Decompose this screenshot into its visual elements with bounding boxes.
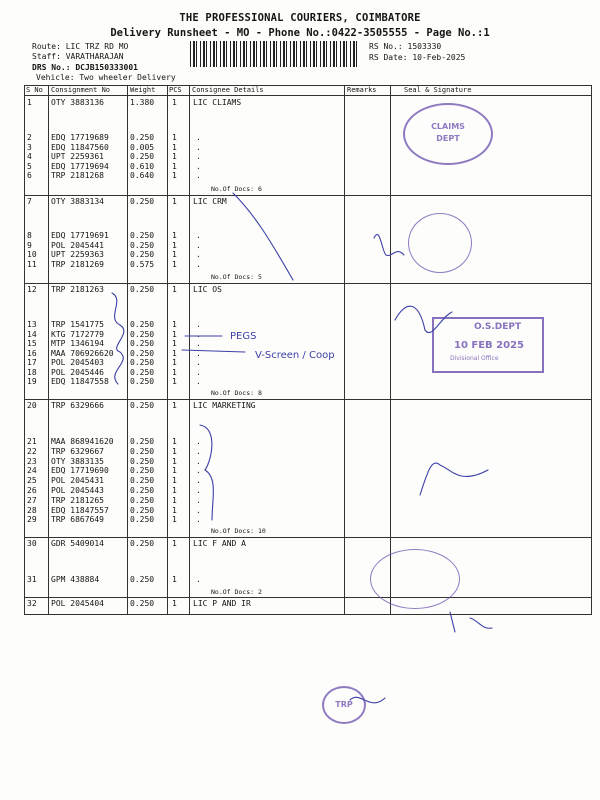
fa-dept-stamp [370,549,460,609]
docs-count: No.Of Docs: 10 [211,527,266,535]
item-consignee-dot: . [196,348,201,358]
item-sno: 10 [27,250,37,259]
item-weight: 0.250 [130,320,155,329]
item-pcs: 1 [172,250,177,259]
row-consignment-no: TRP 6329666 [51,401,104,410]
row-pcs: 1 [172,539,177,548]
item-consignment-no: TRP 2181268 [51,171,104,180]
item-sno: 13 [27,320,37,329]
item-sno: 14 [27,329,37,339]
group-divider [24,597,592,598]
item-consignment-no: POL 2045403 [51,358,104,367]
item-consignee-dot: . [196,329,201,339]
item-sno: 21 [27,437,37,446]
row-consignment-no: POL 2045404 [51,599,104,608]
item-consignee-dot: . [196,377,201,386]
item-weight: 0.250 [130,339,155,348]
item-pcs: 1 [172,437,177,446]
item-consignment-no: TRP 2181269 [51,259,104,269]
item-consignee-dot: . [196,161,201,171]
item-consignee-dot: . [196,476,201,486]
row-weight: 0.250 [130,599,155,608]
item-consignee-dot: . [196,358,201,367]
item-consignee-dot: . [196,250,201,259]
item-consignee-dot: . [196,367,201,377]
row-consignee: LIC OS [193,285,222,294]
item-consignee-dot: . [196,456,201,466]
item-consignment-no: GPM 438884 [51,575,100,584]
row-pcs: 1 [172,98,177,107]
item-consignment-no: TRP 1541775 [51,320,104,329]
os-dept-date: 10 FEB 2025 [454,340,524,351]
item-sno: 24 [27,466,37,476]
row-weight: 0.250 [130,197,155,206]
item-consignment-no: EDQ 17719690 [51,466,109,476]
item-consignee-dot: . [196,466,201,476]
item-consignee-dot: . [196,171,201,180]
item-weight: 0.250 [130,476,155,486]
item-consignment-no: UPT 2259363 [51,250,104,259]
col-header-sno: S No [26,86,43,94]
item-sno: 11 [27,259,37,269]
item-sno: 3 [27,142,32,152]
item-consignee-dot: . [196,259,201,269]
row-consignment-no: OTY 3883134 [51,197,104,206]
item-sno: 4 [27,152,32,161]
item-consignment-no: OTY 3883135 [51,456,104,466]
group-divider [24,283,592,284]
item-sno: 8 [27,231,32,240]
col-header-consignment: Consignment No [51,86,111,94]
item-pcs: 1 [172,575,177,584]
item-pcs: 1 [172,456,177,466]
item-pcs: 1 [172,505,177,515]
item-consignment-no: EDQ 11847558 [51,377,109,386]
item-weight: 0.250 [130,515,155,525]
item-consignment-no: EDQ 11847557 [51,505,109,515]
item-pcs: 1 [172,329,177,339]
item-sno: 2 [27,133,32,142]
item-consignee-dot: . [196,152,201,161]
item-weight: 0.250 [130,250,155,259]
row-weight: 0.250 [130,539,155,548]
item-consignment-no: TRP 2181265 [51,495,104,505]
row-weight: 0.250 [130,401,155,410]
item-pcs: 1 [172,240,177,250]
col-header-pcs: PCS [169,86,182,94]
item-pcs: 1 [172,171,177,180]
item-consignment-no: MTP 1346194 [51,339,104,348]
item-weight: 0.250 [130,367,155,377]
item-pcs: 1 [172,259,177,269]
claims-stamp-bottom: DEPT [436,134,460,143]
item-consignee-dot: . [196,339,201,348]
trp-stamp [322,686,366,724]
item-sno: 9 [27,240,32,250]
drs-label: DRS No.: DCJB150333001 [32,63,138,72]
item-pcs: 1 [172,486,177,495]
item-weight: 0.250 [130,437,155,446]
item-sno: 16 [27,348,37,358]
item-pcs: 1 [172,231,177,240]
docs-count: No.Of Docs: 5 [211,273,262,281]
item-consignment-no: POL 2045431 [51,476,104,486]
item-pcs: 1 [172,339,177,348]
item-pcs: 1 [172,476,177,486]
item-consignment-no: POL 2045446 [51,367,104,377]
row-pcs: 1 [172,599,177,608]
item-sno: 17 [27,358,37,367]
vscreen-annotation: V-Screen / Coop [255,350,335,361]
item-weight: 0.250 [130,486,155,495]
col-header-consignee: Consignee Details [192,86,264,94]
company-title: THE PROFESSIONAL COURIERS, COIMBATORE [179,12,421,24]
item-consignment-no: UPT 2259361 [51,152,104,161]
item-consignment-no: TRP 6867649 [51,515,104,525]
item-weight: 0.640 [130,171,155,180]
group-divider [24,399,592,400]
os-dept-stamp [432,317,544,373]
item-consignment-no: EDQ 17719691 [51,231,109,240]
item-sno: 27 [27,495,37,505]
trp-stamp-label: TRP [335,700,353,709]
row-sno: 30 [27,539,37,548]
item-consignment-no: KTG 7172779 [51,329,104,339]
row-consignment-no: TRP 2181263 [51,285,104,294]
item-sno: 18 [27,367,37,377]
route-label: Route: LIC TRZ RD MO [32,42,129,51]
claims-stamp-top: CLAIMS [431,122,465,131]
item-consignee-dot: . [196,320,201,329]
pir-signature [450,612,492,632]
item-sno: 23 [27,456,37,466]
docs-count: No.Of Docs: 2 [211,588,262,596]
item-weight: 0.250 [130,152,155,161]
group-divider [24,537,592,538]
item-sno: 28 [27,505,37,515]
row-pcs: 1 [172,401,177,410]
item-consignee-dot: . [196,495,201,505]
item-consignment-no: TRP 6329667 [51,446,104,456]
item-weight: 0.250 [130,505,155,515]
item-consignment-no: EDQ 17719689 [51,133,109,142]
item-consignment-no: EDQ 11847560 [51,142,109,152]
rs-date: RS Date: 10-Feb-2025 [369,53,466,62]
row-sno: 32 [27,599,37,608]
item-consignee-dot: . [196,133,201,142]
row-sno: 7 [27,197,32,206]
item-consignee-dot: . [196,240,201,250]
table-border-bottom [24,614,592,615]
item-sno: 22 [27,446,37,456]
rs-number: RS No.: 1503330 [369,42,442,51]
row-consignee: LIC F AND A [193,539,246,548]
claims-dept-stamp [403,103,493,165]
item-consignment-no: MAA 868941620 [51,437,114,446]
item-weight: 0.250 [130,466,155,476]
row-pcs: 1 [172,285,177,294]
item-weight: 0.250 [130,495,155,505]
item-pcs: 1 [172,152,177,161]
os-dept-office: Divisional Office [450,355,499,362]
col-header-weight: Weight [130,86,156,94]
item-weight: 0.250 [130,358,155,367]
item-pcs: 1 [172,515,177,525]
item-pcs: 1 [172,133,177,142]
item-pcs: 1 [172,367,177,377]
item-consignment-no: POL 2045441 [51,240,104,250]
crm-dept-stamp [408,213,472,273]
item-pcs: 1 [172,320,177,329]
item-consignee-dot: . [196,142,201,152]
item-pcs: 1 [172,161,177,171]
item-weight: 0.250 [130,240,155,250]
item-weight: 0.005 [130,142,155,152]
row-sno: 12 [27,285,37,294]
staff-label: Staff: VARATHARAJAN [32,52,124,61]
row-weight: 0.250 [130,285,155,294]
group-divider [24,195,592,196]
row-consignee: LIC CRM [193,197,227,206]
item-consignment-no: EDQ 17719694 [51,161,109,171]
row-sno: 20 [27,401,37,410]
item-consignee-dot: . [196,515,201,525]
row-consignment-no: OTY 3883136 [51,98,104,107]
item-sno: 25 [27,476,37,486]
item-weight: 0.250 [130,575,155,584]
item-weight: 0.250 [130,456,155,466]
row-pcs: 1 [172,197,177,206]
item-pcs: 1 [172,446,177,456]
item-weight: 0.250 [130,377,155,386]
item-pcs: 1 [172,377,177,386]
item-weight: 0.250 [130,329,155,339]
item-consignee-dot: . [196,486,201,495]
docs-count: No.Of Docs: 6 [211,185,262,193]
item-pcs: 1 [172,348,177,358]
item-weight: 0.250 [130,348,155,358]
row-sno: 1 [27,98,32,107]
row-consignee: LIC MARKETING [193,401,256,410]
item-consignee-dot: . [196,575,201,584]
item-sno: 6 [27,171,32,180]
item-pcs: 1 [172,142,177,152]
row-consignee: LIC CLIAMS [193,98,242,107]
item-pcs: 1 [172,495,177,505]
item-weight: 0.250 [130,133,155,142]
item-consignment-no: POL 2045443 [51,486,104,495]
item-sno: 15 [27,339,37,348]
pegs-annotation: PEGS [230,331,257,342]
os-dept-label: O.S.DEPT [474,322,522,332]
item-pcs: 1 [172,358,177,367]
row-consignee: LIC P AND IR [193,599,251,608]
item-weight: 0.250 [130,231,155,240]
docs-count: No.Of Docs: 8 [211,389,262,397]
item-consignee-dot: . [196,437,201,446]
item-weight: 0.575 [130,259,155,269]
item-consignee-dot: . [196,231,201,240]
col-header-seal-signature: Seal & Signature [404,86,472,94]
item-weight: 0.610 [130,161,155,171]
table-header-divider [24,95,592,96]
row-consignment-no: GDR 5409014 [51,539,104,548]
vehicle-label: Vehicle: Two wheeler Delivery [36,73,176,82]
row-weight: 1.380 [130,98,155,107]
barcode [190,41,358,67]
item-consignee-dot: . [196,446,201,456]
item-sno: 31 [27,575,37,584]
runsheet-subtitle: Delivery Runsheet - MO - Phone No.:0422-3505555 - Page No.:1 [110,27,490,39]
item-sno: 5 [27,161,32,171]
item-pcs: 1 [172,466,177,476]
item-sno: 26 [27,486,37,495]
col-header-remarks: Remarks [347,86,377,94]
item-consignment-no: MAA 706926620 [51,348,114,358]
item-sno: 19 [27,377,37,386]
item-consignee-dot: . [196,505,201,515]
item-sno: 29 [27,515,37,525]
item-weight: 0.250 [130,446,155,456]
